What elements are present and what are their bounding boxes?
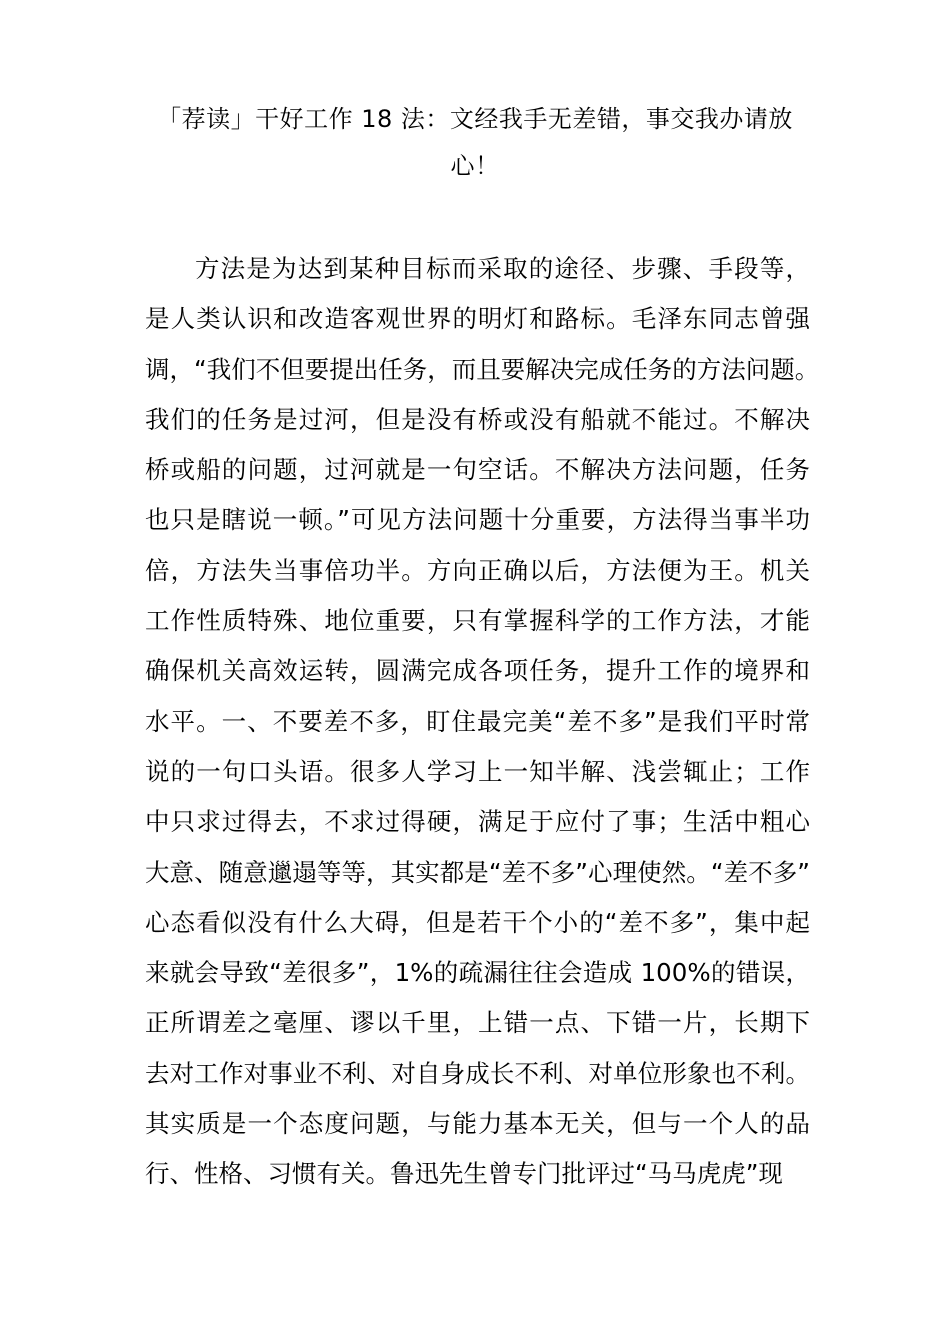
paragraph-line: 其实质是一个态度问题，与能力基本无关，但与一个人的品 (145, 1109, 810, 1139)
paragraph-line: 去对工作对事业不利、对自身成长不利、对单位形象也不利。 (145, 1058, 810, 1088)
paragraph-line: 倍，方法失当事倍功半。方向正确以后，方法便为王。机关 (145, 555, 810, 585)
paragraph-line: 是人类认识和改造客观世界的明灯和路标。毛泽东同志曾强 (145, 304, 810, 334)
paragraph-line: 说的一句口头语。很多人学习上一知半解、浅尝辄止；工作 (145, 756, 810, 786)
paragraph-line: 大意、随意邋遢等等，其实都是“差不多”心理使然。“差不多” (145, 857, 810, 887)
paragraph-line: 桥或船的问题，过河就是一句空话。不解决方法问题，任务 (145, 455, 810, 485)
paragraph-line: 也只是瞎说一顿。”可见方法问题十分重要，方法得当事半功 (145, 505, 810, 535)
paragraph-line: 我们的任务是过河，但是没有桥或没有船就不能过。不解决 (145, 404, 810, 434)
paragraph-line: 心态看似没有什么大碍，但是若干个小的“差不多”，集中起 (145, 907, 810, 937)
title-line: 「荐读」干好工作 18 法：文经我手无差错，事交我办请放 (157, 105, 793, 133)
paragraph-line: 工作性质特殊、地位重要，只有掌握科学的工作方法，才能 (145, 606, 810, 636)
paragraph-line: 调，“我们不但要提出任务，而且要解决完成任务的方法问题。 (145, 354, 820, 384)
paragraph-line: 来就会导致“差很多”，1%的疏漏往往会造成 100%的错误， (145, 958, 810, 988)
paragraph-line: 正所谓差之毫厘、谬以千里，上错一点、下错一片，长期下 (145, 1008, 810, 1038)
title-line: 心！ (450, 152, 500, 180)
document-body (145, 244, 820, 1200)
paragraph-line: 行、性格、习惯有关。鲁迅先生曾专门批评过“马马虎虎”现 (145, 1159, 783, 1189)
paragraph-line: 方法是为达到某种目标而采取的途径、步骤、手段等， (195, 254, 810, 283)
paragraph-line: 确保机关高效运转，圆满完成各项任务，提升工作的境界和 (145, 656, 810, 686)
paragraph-line: 水平。一、不要差不多，盯住最完美“差不多”是我们平时常 (145, 706, 810, 736)
paragraph-line: 中只求过得去，不求过得硬，满足于应付了事；生活中粗心 (145, 807, 810, 837)
document-title (140, 96, 810, 190)
